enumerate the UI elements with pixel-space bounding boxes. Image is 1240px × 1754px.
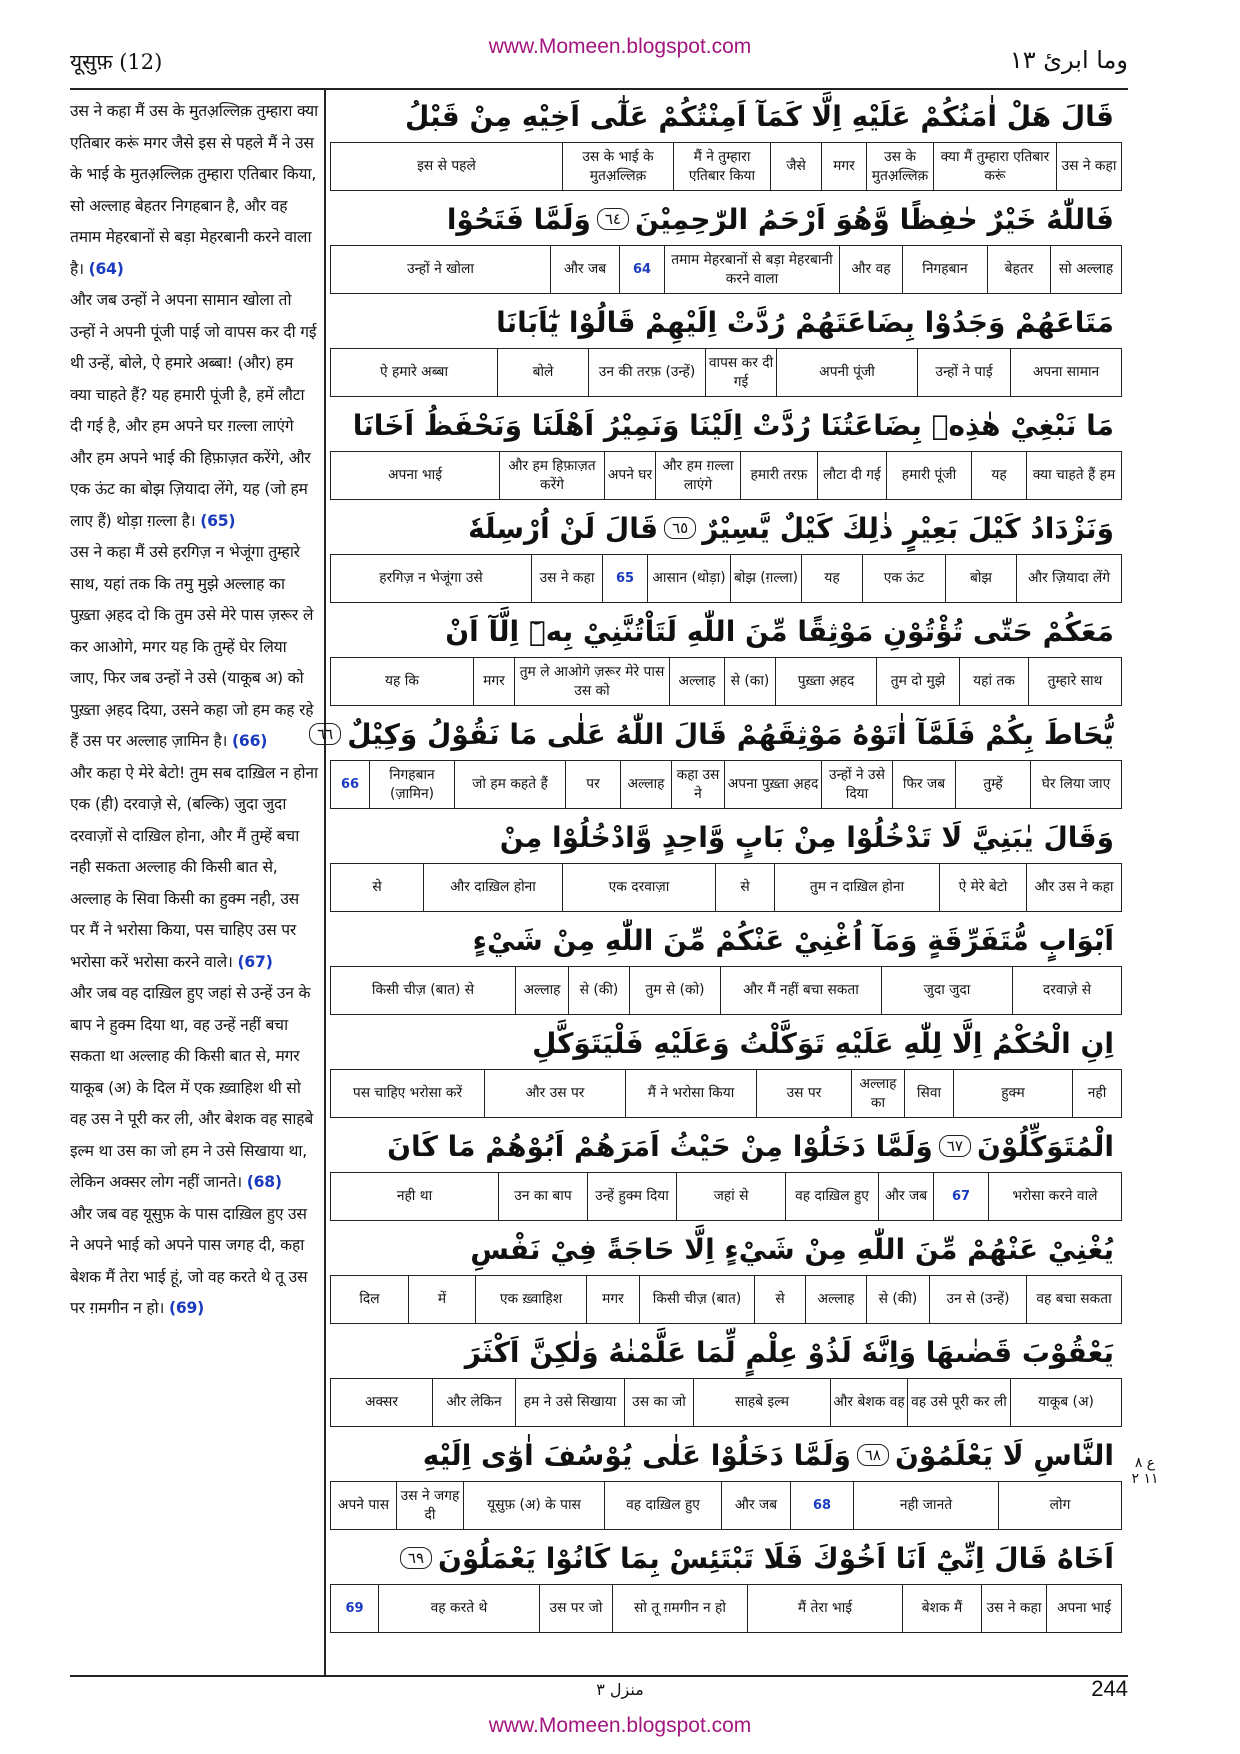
word-meaning-cell: तमाम मेहरबानों से बड़ा मेहरबानी करने वाला — [664, 246, 839, 293]
arabic-text: مَعَكُمْ حَتّٰى تُؤْتُوْنِ مَوْثِقًا مِّنَ اللّٰهِ لَتَاْتُنَّنِيْ بِهٖٓ اِلَّآ اَنْ — [445, 614, 1114, 648]
verse-end-marker: ٦٧ — [939, 1135, 971, 1157]
word-meaning-cell: उन्हों ने उसे दिया — [821, 761, 892, 808]
word-meaning-cell: किसी चीज़ (बात) से — [371, 982, 475, 998]
word-meaning-cell: जो हम कहते हैं — [454, 761, 565, 808]
word-meaning-cell: और बेशक वह — [830, 1379, 907, 1426]
word-meaning-cell: बोले — [497, 349, 588, 396]
word-meaning-cell: से — [715, 864, 774, 911]
verse-number: (69) — [168, 1299, 205, 1317]
verse-number: (65) — [200, 511, 236, 530]
verse-end-marker: ٦٥ — [664, 517, 696, 539]
word-meaning-cell: अल्लाह — [669, 658, 724, 705]
word-meaning-cell: उस के भाई के मुतअ़ल्लिक़ — [562, 143, 673, 190]
word-meaning-cell: और ज़ियादा लेंगे — [1016, 555, 1121, 602]
word-meaning-cell: निगहबान — [902, 246, 987, 293]
word-meaning-cell: अपना पुख़्ता अ़हद — [724, 761, 821, 808]
word-meaning-cell: दरवाज़े से — [1012, 967, 1121, 1014]
arabic-text: يَعْقُوْبَ قَضٰىهَا وَاِنَّهٗ لَذُوْ عِلْمٍ لِّمَا عَلَّمْنٰهُ وَلٰكِنَّ اَكْثَرَ — [464, 1335, 1114, 1369]
arabic-text: وَنَزْدَادُ كَيْلَ بَعِيْرٍ ذٰلِكَ كَيْلٌ يَّسِيْرٌ — [702, 511, 1114, 545]
word-meaning-cell: से (की) — [866, 1276, 929, 1323]
word-meaning-cell: हमारी तरफ़ — [740, 452, 817, 499]
arabic-text: يُّحَاطَ بِكُمْ فَلَمَّآ اٰتَوْهُ مَوْثِقَهُمْ قَالَ اللّٰهُ عَلٰى مَا نَقُوْلُ وَكِيْلٌ — [347, 717, 1114, 751]
translation-text: और जब वह यूसुफ़ के पास दाख़िल हुए उस ने अपने भाई को अपने पास जगह दी, कहा बेशक मैं तेरा भाई हूं, जो वह करते थे तू उस पर ग़मगीन न हो। — [70, 1204, 308, 1317]
word-meaning-cell: और दाख़िल होना — [423, 864, 562, 911]
word-meaning-cell: जैसे — [770, 143, 821, 190]
arabic-line — [330, 1017, 1122, 1069]
word-meaning-cell: अपना भाई — [1046, 1585, 1121, 1632]
translation-row — [330, 1481, 1122, 1530]
word-meaning-cell: बेशक मैं — [902, 1585, 981, 1632]
word-meaning-cell: और जब — [721, 1482, 790, 1529]
word-meaning-cell: वह दाख़िल हुए — [604, 1482, 721, 1529]
word-meaning-cell: उन की तरफ़ (उन्हें) — [588, 349, 705, 396]
word-meaning-cell: मैं ने तुम्हारा एतिबार किया — [673, 143, 770, 190]
translation-paragraph — [70, 96, 318, 285]
word-meaning-cell: से — [372, 879, 382, 895]
word-meaning-cell: ऐ मेरे बेटो — [939, 864, 1026, 911]
word-meaning-cell: इस से पहले — [417, 158, 476, 174]
word-meaning-cell: बोझ (ग़ल्ला) — [730, 555, 801, 602]
verse-end-marker: ٦٦ — [309, 723, 341, 745]
arabic-line — [330, 296, 1122, 348]
word-meaning-cell: मैं तेरा भाई — [747, 1585, 902, 1632]
word-meaning-cell: वह करते थे — [378, 1585, 539, 1632]
word-meaning-cell: और हम हिफ़ाज़त करेंगे — [499, 452, 604, 499]
word-meaning-cell: आसान (थोड़ा) — [647, 555, 730, 602]
word-meaning-cell: वह बचा सकता — [1026, 1276, 1121, 1323]
word-meaning-cell: एक ऊंट — [862, 555, 945, 602]
surah-label: यूसुफ़ (12) — [70, 50, 163, 74]
word-meaning-cell: से (की) — [568, 967, 629, 1014]
arabic-line — [330, 1532, 1122, 1584]
arabic-line — [330, 193, 1122, 245]
word-meaning-cell: बोझ — [945, 555, 1016, 602]
translation-text: और कहा ऐ मेरे बेटो! तुम सब दाख़िल न होना एक (ही) दरवाज़े से, (बल्कि) जुदा जुदा दरवाज़ों से दाख़िल होना, और मैं तुम्हें बचा नही सकता अल्लाह की किसी बात से, अल्लाह के सिवा किसी का हुक्म नही, उस पर मैं ने भरोसा किया, पस चाहिए उस पर भरोसा करें भरोसा करने वाले। — [70, 763, 318, 971]
translation-row — [330, 451, 1122, 500]
word-meaning-cell: उन्हें हुक्म दिया — [587, 1173, 676, 1220]
word-meaning-cell: हम ने उसे सिखाया — [515, 1379, 624, 1426]
word-meaning-cell: उस ने कहा — [981, 1585, 1046, 1632]
word-meaning-cell: और वह — [839, 246, 902, 293]
arabic-line — [330, 90, 1122, 142]
word-meaning-cell: नही — [1072, 1070, 1121, 1117]
verse-number: (64) — [88, 259, 124, 278]
word-meaning-cell: उन्हों ने पाई — [917, 349, 1010, 396]
word-meaning-cell: यह कि — [385, 673, 419, 689]
translation-row — [330, 1069, 1122, 1118]
arabic-line — [330, 605, 1122, 657]
word-meaning-cell: अपना सामान — [1010, 349, 1121, 396]
translation-text: और जब वह दाख़िल हुए जहां से उन्हें उन के बाप ने हुक्म दिया था, वह उन्हें नहीं बचा सकता था अल्लाह की किसी बात से, मगर याकूब (अ) के दिल में एक ख़्वाहिश थी सो वह उस ने पूरी कर ली, और बेशक वह साहबे इल्म था उस का जो हम ने उसे सिखाया था, लेकिन अक्सर लोग नहीं जानते। — [70, 984, 314, 1191]
word-meaning-cell: मैं ने भरोसा किया — [625, 1070, 756, 1117]
word-meaning-cell: नही जानते — [853, 1482, 998, 1529]
verse-end-marker: ٦٨ — [857, 1444, 889, 1466]
word-meaning-cell: में — [408, 1276, 475, 1323]
translation-row — [330, 1172, 1122, 1221]
word-meaning-cell: सिवा — [904, 1070, 953, 1117]
word-meaning-cell: निगहबान (ज़ामिन) — [369, 761, 454, 808]
word-meaning-cell: और जब — [550, 246, 619, 293]
word-meaning-cell: यूसुफ़ (अ) के पास — [463, 1482, 604, 1529]
arabic-line — [330, 1120, 1122, 1172]
word-meaning-cell: और जब — [878, 1173, 933, 1220]
word-meaning-cell: तुम्हें — [955, 761, 1030, 808]
word-meaning-cell: पस चाहिए भरोसा करें — [352, 1085, 463, 1101]
word-meaning-cell: बेहतर — [987, 246, 1050, 293]
arabic-line — [330, 1223, 1122, 1275]
arabic-text: اَخَاهُ قَالَ اِنِّيْٓ اَنَا اَخُوْكَ فَلَا تَبْتَئِسْ بِمَا كَانُوْا يَعْمَلُوْنَ — [438, 1541, 1114, 1575]
word-meaning-cell: उस का जो — [624, 1379, 693, 1426]
verse-number: (66) — [232, 732, 268, 750]
word-meaning-cell: साहबे इल्म — [693, 1379, 830, 1426]
verse-number: (67) — [237, 952, 273, 971]
arabic-text: مَا نَبْغِيْ هٰذِهٖ بِضَاعَتُنَا رُدَّتْ اِلَيْنَا وَنَمِيْرُ اَهْلَنَا وَنَحْفَظُ اَخَانَا — [352, 408, 1114, 442]
word-meaning-cell: से — [754, 1276, 805, 1323]
word-meaning-cell: अपने पास — [337, 1497, 390, 1513]
word-meaning-cell: तुम्हारे साथ — [1028, 658, 1121, 705]
verse-number: (68) — [246, 1173, 282, 1191]
word-meaning-cell: लौटा दी गई — [817, 452, 886, 499]
word-meaning-cell: पुख़्ता अ़हद — [775, 658, 876, 705]
arabic-text: قَالَ لَنْ اُرْسِلَهٗ — [468, 511, 659, 545]
word-meaning-cell: वापस कर दी गई — [705, 349, 776, 396]
word-meaning-cell: और हम ग़ल्ला लाएंगे — [655, 452, 740, 499]
translation-row — [330, 554, 1122, 603]
translation-row — [330, 760, 1122, 809]
arabic-text: النَّاسِ لَا يَعْلَمُوْنَ — [894, 1438, 1114, 1472]
translation-paragraph — [70, 537, 318, 758]
word-meaning-cell: उस पर जो — [539, 1585, 612, 1632]
header-site-link[interactable]: www.Momeen.blogspot.com — [488, 35, 752, 58]
word-meaning-cell: सो तू ग़मगीन न हो — [612, 1585, 747, 1632]
arabic-text: يُغْنِيْ عَنْهُمْ مِّنَ اللّٰهِ مِنْ شَيْءٍ اِلَّا حَاجَةً فِيْ نَفْسِ — [470, 1232, 1114, 1266]
word-meaning-cell: उन से (उन्हें) — [929, 1276, 1026, 1323]
word-meaning-cell: अपना भाई — [387, 467, 443, 483]
word-meaning-cell: मगर — [473, 658, 514, 705]
word-meaning-cell: जुदा जुदा — [881, 967, 1012, 1014]
page-number: 244 — [1091, 1676, 1128, 1701]
word-meaning-cell: यहां तक — [959, 658, 1028, 705]
word-meaning-cell: भरोसा करने वाले — [988, 1173, 1121, 1220]
word-meaning-cell: क्या चाहते हैं हम — [1026, 452, 1121, 499]
word-meaning-cell: उस ने जगह दी — [396, 1482, 463, 1529]
verse-end-marker: ٦٩ — [400, 1547, 432, 1569]
arabic-line — [330, 1326, 1122, 1378]
arabic-text: وَلَمَّا دَخَلُوْا مِنْ حَيْثُ اَمَرَهُمْ اَبُوْهُمْ مَا كَانَ — [387, 1129, 933, 1163]
word-meaning-cell: सो अल्लाह — [1050, 246, 1121, 293]
translation-paragraph — [70, 1199, 318, 1325]
translation-row — [330, 863, 1122, 912]
translation-paragraph — [70, 285, 318, 537]
word-meaning-cell: जहां से — [676, 1173, 785, 1220]
arabic-line — [330, 914, 1122, 966]
arabic-line — [330, 399, 1122, 451]
word-meaning-cell: लोग — [998, 1482, 1121, 1529]
word-meaning-cell: एक ख़्वाहिश — [475, 1276, 586, 1323]
arabic-text: وَلَمَّا فَتَحُوْا — [446, 202, 591, 236]
word-meaning-cell: तुम से (को) — [629, 967, 720, 1014]
bottom-rule — [70, 1675, 1128, 1677]
word-meaning-cell: क्या मैं तुम्हारा एतिबार करूं — [933, 143, 1056, 190]
word-meaning-cell: तुम न दाख़िल होना — [774, 864, 939, 911]
translation-paragraph — [70, 758, 318, 979]
translation-row — [330, 245, 1122, 294]
arabic-line — [330, 502, 1122, 554]
translation-paragraph — [70, 978, 318, 1199]
page-header — [0, 28, 1240, 88]
translation-row — [330, 966, 1122, 1015]
arabic-text: اِنِ الْحُكْمُ اِلَّا لِلّٰهِ عَلَيْهِ تَوَكَّلْتُ وَعَلَيْهِ فَلْيَتَوَكَّلِ — [532, 1026, 1114, 1060]
word-meaning-cell: तुम ले आओगे ज़रूर मेरे पास उस को — [514, 658, 669, 705]
juz-label: وما ابرئ ١٣ — [1009, 46, 1128, 74]
translation-text: उस ने कहा मैं उसे हरगिज़ न भेजूंगा तुम्हारे साथ, यहां तक कि तमु मुझे अल्लाह का पुख़्ता अ़हद दो कि तुम उसे मेरे पास ज़रूर ले कर आओगे, मगर यह कि तुम्हें घेर लिया जाए, फिर जब उन्हों ने उसे (याकूब अ) को पुख़्ता अ़हद दिया, उसने कहा जो हम कह रहे हैं उस पर अल्लाह ज़ामिन है। — [70, 543, 314, 750]
word-meaning-cell: नही था — [396, 1188, 433, 1204]
word-meaning-cell: और उस पर — [484, 1070, 625, 1117]
word-meaning-cell: तुम दो मुझे — [876, 658, 959, 705]
arabic-line — [330, 1429, 1122, 1481]
translation-row — [330, 1584, 1122, 1633]
footer-site-link[interactable]: www.Momeen.blogspot.com — [488, 1714, 752, 1737]
arabic-line — [330, 811, 1122, 863]
word-meaning-cell: और मैं नहीं बचा सकता — [720, 967, 881, 1014]
word-meaning-cell: वह उसे पूरी कर ली — [907, 1379, 1010, 1426]
translation-row — [330, 142, 1122, 191]
column-divider — [324, 88, 326, 1675]
arabic-text: الْمُتَوَكِّلُوْنَ — [976, 1129, 1114, 1163]
word-meaning-cell: फिर जब — [892, 761, 955, 808]
manzil-label: منزل ٣ — [596, 1680, 644, 1699]
word-by-word-column — [317, 90, 1122, 1635]
word-meaning-cell: उस ने कहा — [531, 555, 602, 602]
word-meaning-cell: घेर लिया जाए — [1030, 761, 1121, 808]
word-meaning-cell: यह — [971, 452, 1026, 499]
word-meaning-cell: मगर — [821, 143, 866, 190]
word-meaning-cell: एक दरवाज़ा — [562, 864, 715, 911]
word-meaning-cell: किसी चीज़ (बात) — [639, 1276, 754, 1323]
word-meaning-cell: अल्लाह का — [851, 1070, 904, 1117]
translation-row — [330, 348, 1122, 397]
translation-row — [330, 1275, 1122, 1324]
word-meaning-cell: अपनी पूंजी — [776, 349, 917, 396]
verse-number-cell: 65 — [602, 555, 647, 602]
word-meaning-cell: और लेकिन — [432, 1379, 515, 1426]
word-meaning-cell: अक्सर — [365, 1394, 398, 1410]
translation-row — [330, 657, 1122, 706]
translation-text: उस ने कहा मैं उस के मुतअ़ल्लिक़ तुम्हारा क्या एतिबार करूं मगर जैसे इस से पहले मैं ने उस के भाई के मुतअ़ल्लिक़ तुम्हारा एतिबार किया, सो अल्लाह बेहतर निगहबान है, और वह तमाम मेहरबानों से बड़ा मेहरबानी करने वाला है। — [70, 102, 318, 278]
word-meaning-cell: अपने घर — [604, 452, 655, 499]
translation-column — [70, 96, 318, 1325]
word-meaning-cell: हरगिज़ न भेजूंगा उसे — [379, 570, 483, 586]
word-meaning-cell: और उस ने कहा — [1026, 864, 1121, 911]
arabic-text: فَاللّٰهُ خَيْرٌ حٰفِظًا وَّهُوَ اَرْحَمُ الرّٰحِمِيْنَ — [635, 202, 1114, 236]
verse-number-cell: 64 — [619, 246, 664, 293]
arabic-text: اَبْوَابٍ مُّتَفَرِّقَةٍ وَمَآ اُغْنِيْ عَنْكُمْ مِّنَ اللّٰهِ مِنْ شَيْءٍ — [472, 923, 1114, 957]
word-meaning-cell: याकूब (अ) — [1010, 1379, 1121, 1426]
translation-row — [330, 1378, 1122, 1427]
verse-number-cell: 68 — [790, 1482, 853, 1529]
word-meaning-cell: हुक्म — [953, 1070, 1072, 1117]
arabic-line — [317, 708, 1122, 760]
arabic-text: وَقَالَ يٰبَنِيَّ لَا تَدْخُلُوْا مِنْ بَابٍ وَّاحِدٍ وَّادْخُلُوْا مِنْ — [499, 820, 1114, 854]
arabic-text: مَتَاعَهُمْ وَجَدُوْا بِضَاعَتَهُمْ رُدَّتْ اِلَيْهِمْ قَالُوْا يٰٓاَبَانَا — [496, 305, 1114, 339]
word-meaning-cell: अल्लाह — [805, 1276, 866, 1323]
word-meaning-cell: अल्लाह — [620, 761, 671, 808]
word-meaning-cell: उस पर — [756, 1070, 851, 1117]
word-meaning-cell: मगर — [586, 1276, 639, 1323]
ruku-mark: ع ٨ ١١ ٢ — [1131, 1455, 1159, 1487]
word-meaning-cell: अल्लाह — [515, 967, 568, 1014]
translation-text: और जब उन्हों ने अपना सामान खोला तो उन्हों ने अपनी पूंजी पाई जो वापस कर दी गई थी उन्हें, बोले, ऐ हमारे अब्बा! (और) हम क्या चाहते हैं? यह हमारी पूंजी है, हमें लौटा दी गई है, और हम अपने घर ग़ल्ला लाएंगे और हम अपने भाई की हिफ़ाज़त करेंगे, और एक ऊंट का बोझ ज़ियादा लेंगे, यह (जो हम लाए हैं) थोड़ा ग़ल्ला है। — [70, 291, 317, 530]
word-meaning-cell: वह दाख़िल हुए — [785, 1173, 878, 1220]
verse-end-marker: ٦٤ — [597, 208, 629, 230]
word-meaning-cell: ऐ हमारे अब्बा — [379, 364, 449, 380]
word-meaning-cell: उन्हों ने खोला — [407, 261, 474, 277]
word-meaning-cell: से (का) — [724, 658, 775, 705]
word-meaning-cell: उन का बाप — [498, 1173, 587, 1220]
word-meaning-cell: उस ने कहा — [1056, 143, 1121, 190]
word-meaning-cell: उस के मुतअ़ल्लिक़ — [866, 143, 933, 190]
verse-number-cell: 69 — [345, 1601, 364, 1616]
word-meaning-cell: कहा उस ने — [671, 761, 724, 808]
word-meaning-cell: हमारी पूंजी — [886, 452, 971, 499]
verse-number-cell: 66 — [340, 777, 360, 792]
arabic-text: وَلَمَّا دَخَلُوْا عَلٰى يُوْسُفَ اٰوٰٓى اِلَيْهِ — [422, 1438, 851, 1472]
verse-number-cell: 67 — [933, 1173, 988, 1220]
word-meaning-cell: यह — [801, 555, 862, 602]
arabic-text: قَالَ هَلْ اٰمَنُكُمْ عَلَيْهِ اِلَّا كَمَآ اَمِنْتُكُمْ عَلٰٓى اَخِيْهِ مِنْ قَبْلُ — [404, 99, 1114, 133]
word-meaning-cell: पर — [565, 761, 620, 808]
word-meaning-cell: दिल — [359, 1291, 380, 1307]
